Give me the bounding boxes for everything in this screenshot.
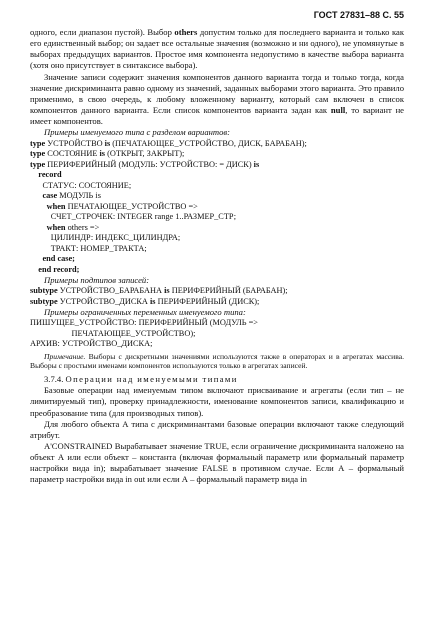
keyword-others: others bbox=[174, 27, 198, 37]
example-heading-variant-record: Примеры именуемого типа с разделом вариантов: bbox=[44, 127, 230, 138]
code-line bbox=[30, 212, 404, 223]
code-text: СЧЕТ_СТРОЧЕК: INTEGER range 1..РАЗМЕР_СТР; bbox=[30, 212, 237, 222]
code-keyword: subtype bbox=[30, 286, 58, 296]
paragraph-basic-operations: Базовые операции над именуемым типом включают присваивание и агрегаты (если тип – не лимитируемый тип), проверку принадлежности, именование компонентов записи, квалификацию и преобразование типа (для производных типов). bbox=[30, 385, 404, 418]
code-keyword: when bbox=[46, 222, 66, 232]
page-header: ГОСТ 27831–88 С. 55 bbox=[313, 10, 404, 20]
code-text: СОСТОЯНИЕ bbox=[45, 149, 100, 159]
code-line bbox=[30, 223, 404, 234]
code-keyword: is bbox=[149, 296, 156, 306]
note bbox=[30, 352, 404, 371]
code-text: ПЕРИФЕРИЙНЫЙ (МОДУЛЬ: УСТРОЙСТВО: = ДИСК) bbox=[45, 159, 254, 169]
code-text: ПЕРИФЕРИЙНЫЙ (БАРАБАН); bbox=[169, 286, 288, 296]
code-keyword: case bbox=[42, 191, 58, 201]
code-text bbox=[30, 254, 42, 263]
page-body bbox=[30, 27, 404, 486]
example-heading-constrained-variables: Примеры ограниченных переменных именуемого типа: bbox=[44, 307, 246, 318]
code-line bbox=[30, 181, 404, 192]
code-text: УСТРОЙСТВО bbox=[45, 138, 105, 148]
code-keyword: is bbox=[253, 159, 260, 169]
code-keyword: is bbox=[164, 286, 170, 296]
text-run: Значение записи содержит значения компонентов данного варианта тогда и только тогда, когда значение дискриминанта равно одному из значений, заданных выборами этого варианта. Это правило применимо, в свою очередь, к любому вложенному варианту, который сам включен в список компонентов данного варианта. Если список компонентов варианта задан как bbox=[30, 71, 404, 116]
code-text: МОДУЛЬ is bbox=[57, 191, 101, 201]
code-block-variant-record bbox=[30, 139, 404, 276]
code-line bbox=[30, 297, 404, 308]
code-line bbox=[30, 149, 404, 160]
code-text: (ПЕЧАТАЮЩЕЕ_УСТРОЙСТВО, ДИСК, БАРАБАН); bbox=[110, 138, 307, 148]
section-title: Операции над именуемыми типами bbox=[65, 374, 238, 385]
code-text: ТРАКТ: НОМЕР_ТРАКТА; bbox=[30, 243, 147, 253]
code-line bbox=[30, 286, 404, 297]
code-keyword: type bbox=[30, 138, 46, 148]
code-line bbox=[30, 233, 404, 244]
code-line bbox=[30, 170, 404, 181]
code-keyword: when bbox=[46, 201, 66, 211]
code-text bbox=[30, 191, 42, 200]
code-line bbox=[30, 244, 404, 255]
code-line: ПИШУЩЕЕ_УСТРОЙСТВО: ПЕРИФЕРИЙНЫЙ (МОДУЛЬ => bbox=[30, 318, 258, 328]
code-block-subtypes bbox=[30, 286, 404, 307]
code-keyword: end record; bbox=[38, 264, 80, 274]
code-text: ПЕЧАТАЮЩЕЕ_УСТРОЙСТВО => bbox=[65, 201, 198, 211]
code-text: ЦИЛИНДР: ИНДЕКС_ЦИЛИНДРА; bbox=[30, 233, 181, 243]
code-keyword: type bbox=[30, 149, 46, 159]
code-text: СТАТУС: СОСТОЯНИЕ; bbox=[30, 180, 132, 190]
section-number: 3.7.4. bbox=[44, 374, 64, 385]
section-heading bbox=[30, 374, 404, 385]
code-text: ПЕРИФЕРИЙНЫЙ (ДИСК); bbox=[155, 296, 260, 306]
paragraph-constrained-attribute: A'CONSTRAINED Вырабатывает значение TRUE, если ограничение дискриминанта наложено на объект А или если объект – константа (включая формальный параметр или формальный параметр настройки вида in); вырабатывает значение FALSE в противном случае. Если А – формальный параметр настройки вида in out или если А – формальный параметр вида in bbox=[30, 441, 404, 485]
note-label: Примечание. bbox=[44, 351, 86, 361]
text-run: , то вариант не имеет компонентов. bbox=[30, 105, 404, 127]
example-heading-subtypes: Примеры подтипов записей: bbox=[44, 275, 150, 286]
code-keyword: type bbox=[30, 159, 46, 169]
code-line: ПЕЧАТАЮЩЕЕ_УСТРОЙСТВО); bbox=[30, 328, 196, 338]
code-keyword: record bbox=[38, 170, 62, 180]
code-line bbox=[30, 202, 404, 213]
code-text bbox=[30, 223, 47, 232]
code-keyword: end case; bbox=[42, 254, 75, 264]
text-run: одного, если диапазон пустой). Выбор bbox=[30, 27, 175, 37]
paragraph-record-value bbox=[30, 72, 404, 128]
code-line bbox=[30, 254, 404, 265]
code-text: others => bbox=[65, 222, 100, 232]
paragraph-others bbox=[30, 27, 404, 72]
code-line bbox=[30, 191, 404, 202]
keyword-null: null bbox=[330, 105, 346, 116]
paragraph-discriminant-attribute: Для любого объекта А типа с дискриминантами базовые операции включают также следующий атрибут. bbox=[30, 418, 404, 440]
code-line bbox=[30, 160, 404, 171]
code-line: АРХИВ: УСТРОЙСТВО_ДИСКА; bbox=[30, 339, 153, 349]
code-text: (ОТКРЫТ, ЗАКРЫТ); bbox=[105, 149, 185, 159]
code-block-constrained-variables bbox=[30, 318, 404, 350]
code-line bbox=[30, 139, 404, 150]
code-line bbox=[30, 265, 404, 276]
note-text: Выборы с дискретными значениями используются также в операторах и в агрегатах массива. Выборы с простыми именами компонентов используются только в агрегатах записей. bbox=[30, 351, 404, 371]
code-keyword: is bbox=[99, 149, 106, 159]
code-keyword: is bbox=[104, 138, 111, 148]
code-keyword: subtype bbox=[30, 296, 58, 306]
code-text: УСТРОЙСТВО_ДИСКА bbox=[57, 296, 150, 306]
text-run: допустим только для последнего варианта и только как его единственный выбор; он задает все остальные значения (возможно и ни одного), не упомянутые в выборах предыдущих вариантов. Простое имя компонента недопустимо в качестве выбора варианта (хотя оно присутствует в синтаксисе выбора). bbox=[30, 27, 404, 71]
code-text: УСТРОЙСТВО_БАРАБАНА bbox=[57, 286, 165, 296]
code-text bbox=[30, 202, 47, 211]
